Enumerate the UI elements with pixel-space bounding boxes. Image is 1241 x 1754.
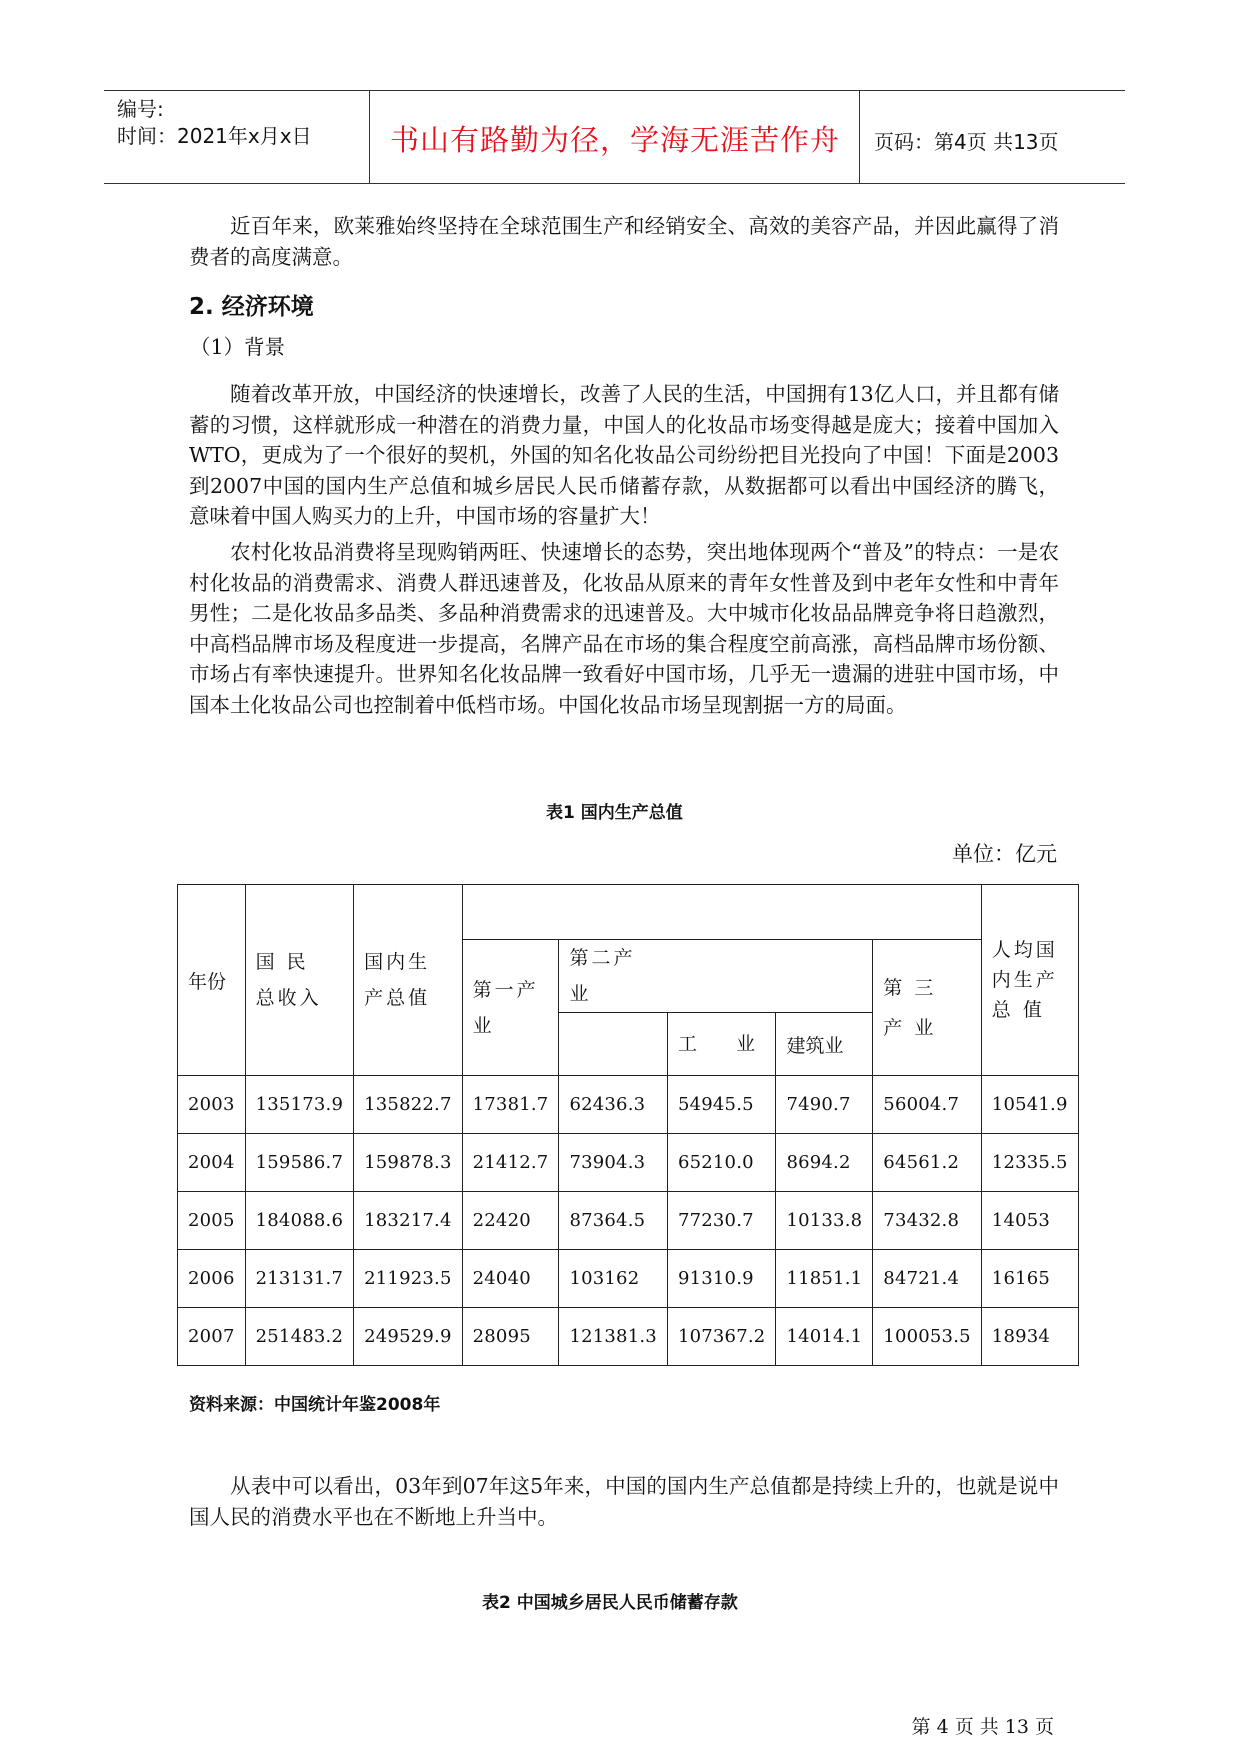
cell: 2007	[178, 1308, 246, 1366]
cell: 100053.5	[873, 1308, 982, 1366]
cell: 73432.8	[873, 1192, 982, 1250]
table1-unit: 单位：亿元	[952, 842, 1057, 866]
cell: 91310.9	[667, 1250, 776, 1308]
paragraph-conclusion: 从表中可以看出，03年到07年这5年来，中国的国内生产总值都是持续上升的，也就是说中国人民的消费水平也在不断地上升当中。	[189, 1474, 1059, 1529]
cell: 22420	[462, 1192, 559, 1250]
cell: 62436.3	[559, 1076, 668, 1134]
cell: 16165	[981, 1250, 1078, 1308]
cell: 21412.7	[462, 1134, 559, 1192]
cell: 11851.1	[776, 1250, 873, 1308]
header-primary: 第一产 业	[462, 940, 559, 1076]
paragraph-intro: 近百年来，欧莱雅始终坚持在全球范围生产和经销安全、高效的美容产品，并因此赢得了消费者的高度满意。	[189, 214, 1059, 269]
table-row	[178, 1192, 1079, 1250]
table1-source: 资料来源：中国统计年鉴2008年	[189, 1395, 441, 1415]
table-row	[178, 1308, 1079, 1366]
header-secondary-spacer	[559, 1013, 668, 1076]
header-gdp: 国内生 产总值	[354, 885, 463, 1076]
header-per-capita: 人均国 内生产 总 值	[981, 885, 1078, 1076]
table-row	[178, 1250, 1079, 1308]
cell: 2004	[178, 1134, 246, 1192]
gdp-table	[177, 884, 1079, 1366]
cell: 14053	[981, 1192, 1078, 1250]
cell: 64561.2	[873, 1134, 982, 1192]
header-industry: 工 业	[667, 1013, 776, 1076]
header-year: 年份	[178, 885, 246, 1076]
cell: 54945.5	[667, 1076, 776, 1134]
header-top-rule	[104, 90, 1125, 91]
cell: 56004.7	[873, 1076, 982, 1134]
header-number-label: 编号:	[117, 97, 164, 121]
table1-caption: 表1 国内生产总值	[546, 803, 683, 823]
cell: 251483.2	[245, 1308, 354, 1366]
paragraph-rural: 农村化妆品消费将呈现购销两旺、快速增长的态势，突出地体现两个“普及”的特点：一是农村化妆品的消费需求、消费人群迅速普及，化妆品从原来的青年女性普及到中老年女性和中青年男性；二是化妆品多品类、多品种消费需求的迅速普及。大中城市化妆品品牌竞争将日趋激烈，中高档品牌市场及程度进一步提高，名牌产品在市场的集合程度空前高涨，高档品牌市场份额、市场占有率快速提升。世界知名化妆品牌一致看好中国市场，几乎无一遗漏的进驻中国市场，中国本土化妆品公司也控制着中低档市场。中国化妆品市场呈现割据一方的局面。	[189, 540, 1059, 717]
cell: 159586.7	[245, 1134, 354, 1192]
cell: 10541.9	[981, 1076, 1078, 1134]
header-secondary: 第二产 业	[559, 940, 873, 1013]
cell: 159878.3	[354, 1134, 463, 1192]
table-row	[178, 1134, 1079, 1192]
cell: 87364.5	[559, 1192, 668, 1250]
cell: 10133.8	[776, 1192, 873, 1250]
cell: 65210.0	[667, 1134, 776, 1192]
header-page-label: 页码：第4页 共13页	[874, 130, 1059, 154]
section-heading: 2. 经济环境	[189, 294, 314, 320]
header-bottom-rule	[104, 183, 1125, 184]
cell: 17381.7	[462, 1076, 559, 1134]
cell: 121381.3	[559, 1308, 668, 1366]
cell: 135173.9	[245, 1076, 354, 1134]
header-sector-group	[462, 885, 981, 940]
table-header-row	[178, 885, 1079, 940]
cell: 184088.6	[245, 1192, 354, 1250]
cell: 84721.4	[873, 1250, 982, 1308]
table2-caption: 表2 中国城乡居民人民币储蓄存款	[482, 1593, 738, 1613]
cell: 8694.2	[776, 1134, 873, 1192]
page-footer: 第 4 页 共 13 页	[911, 1716, 1054, 1738]
header-construction: 建筑业	[776, 1013, 873, 1076]
cell: 18934	[981, 1308, 1078, 1366]
cell: 77230.7	[667, 1192, 776, 1250]
cell: 2003	[178, 1076, 246, 1134]
paragraph-background: 随着改革开放，中国经济的快速增长，改善了人民的生活，中国拥有13亿人口，并且都有储蓄的习惯，这样就形成一种潜在的消费力量，中国人的化妆品市场变得越是庞大；接着中国加入WTO，更成为了一个很好的契机，外国的知名化妆品公司纷纷把目光投向了中国！下面是2003到2007中国的国内生产总值和城乡居民人民币储蓄存款，从数据都可以看出中国经济的腾飞，意味着中国人购买力的上升，中国市场的容量扩大！	[189, 382, 1059, 528]
header-motto: 书山有路勤为径，学海无涯苦作舟	[389, 123, 840, 157]
cell: 103162	[559, 1250, 668, 1308]
cell: 28095	[462, 1308, 559, 1366]
header-tertiary: 第 三 产 业	[873, 940, 982, 1076]
cell: 213131.7	[245, 1250, 354, 1308]
header-gni: 国 民 总收入	[245, 885, 354, 1076]
cell: 12335.5	[981, 1134, 1078, 1192]
sub-heading: （1）背景	[190, 335, 286, 359]
cell: 2006	[178, 1250, 246, 1308]
cell: 107367.2	[667, 1308, 776, 1366]
cell: 135822.7	[354, 1076, 463, 1134]
cell: 2005	[178, 1192, 246, 1250]
header-time-label: 时间：2021年x月x日	[117, 124, 312, 148]
table-row	[178, 1076, 1079, 1134]
cell: 73904.3	[559, 1134, 668, 1192]
cell: 14014.1	[776, 1308, 873, 1366]
cell: 183217.4	[354, 1192, 463, 1250]
cell: 249529.9	[354, 1308, 463, 1366]
cell: 24040	[462, 1250, 559, 1308]
cell: 211923.5	[354, 1250, 463, 1308]
cell: 7490.7	[776, 1076, 873, 1134]
